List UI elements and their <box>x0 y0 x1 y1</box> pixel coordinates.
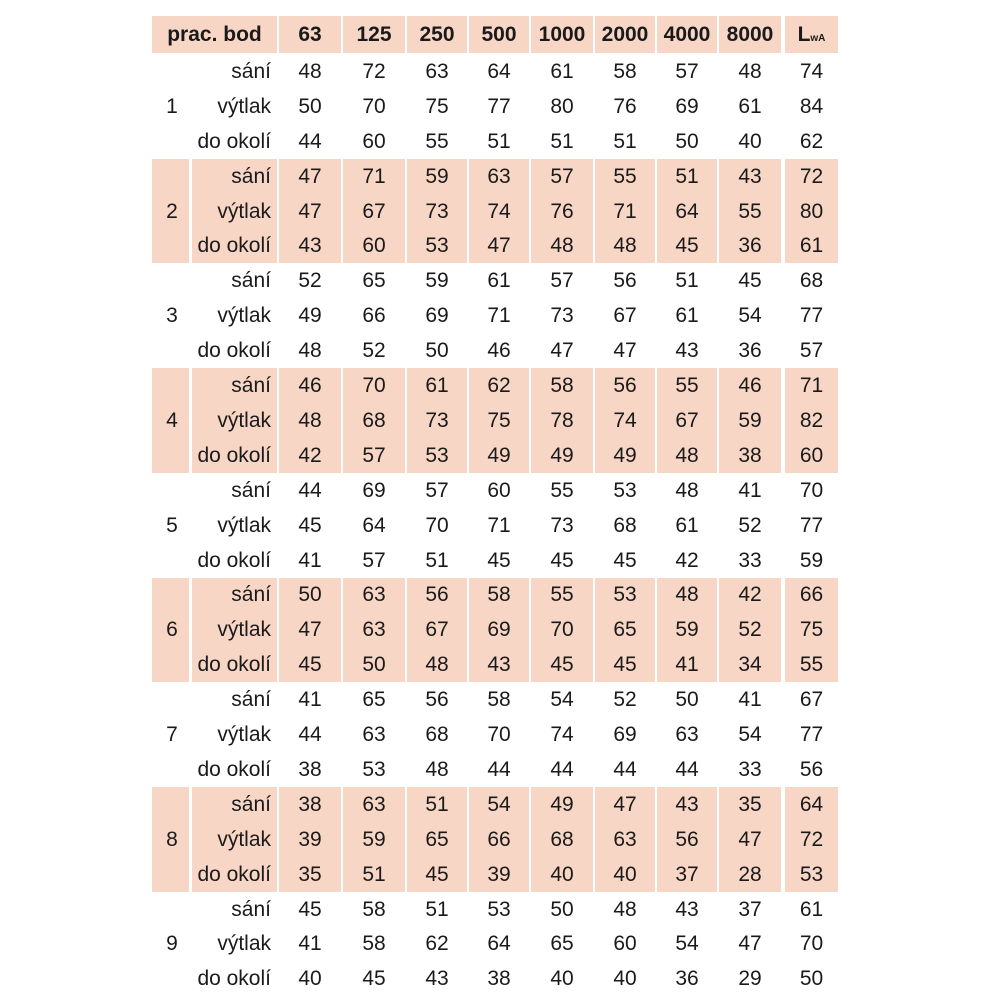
value-cell: 73 <box>425 199 449 223</box>
value-cell: 48 <box>425 653 449 677</box>
value-cell: 55 <box>675 374 699 398</box>
value-cell: 53 <box>362 757 386 781</box>
value-cell: 51 <box>487 129 511 153</box>
value-cell: 67 <box>425 618 449 642</box>
value-cell: 61 <box>425 374 449 398</box>
value-cell: 49 <box>487 443 511 467</box>
row-label: do okolí <box>197 967 271 991</box>
row-label: do okolí <box>197 757 271 781</box>
value-cell: 46 <box>738 374 762 398</box>
value-cell: 41 <box>298 688 322 712</box>
value-cell: 52 <box>738 513 762 537</box>
header-frequency: 1000 <box>538 23 586 46</box>
total-value: 60 <box>799 443 824 467</box>
value-cell: 70 <box>362 374 386 398</box>
value-cell: 51 <box>675 269 699 293</box>
value-cell: 48 <box>298 408 322 432</box>
total-value: 57 <box>799 339 824 363</box>
total-value: 70 <box>799 932 824 956</box>
value-cell: 58 <box>550 374 574 398</box>
value-cell: 47 <box>298 618 322 642</box>
value-cell: 57 <box>425 478 449 502</box>
value-cell: 47 <box>738 932 762 956</box>
value-cell: 80 <box>550 94 574 118</box>
group-id: 7 <box>166 723 178 747</box>
value-cell: 68 <box>613 513 637 537</box>
total-value: 77 <box>799 723 824 747</box>
row-label: do okolí <box>197 339 271 363</box>
value-cell: 59 <box>738 408 762 432</box>
value-cell: 57 <box>675 59 699 83</box>
value-cell: 48 <box>613 234 637 258</box>
row-label: sání <box>231 688 271 712</box>
value-cell: 43 <box>298 234 322 258</box>
value-cell: 53 <box>425 443 449 467</box>
value-cell: 43 <box>675 897 699 921</box>
total-value: 68 <box>799 269 824 293</box>
value-cell: 52 <box>362 339 386 363</box>
value-cell: 65 <box>550 932 574 956</box>
value-cell: 48 <box>298 339 322 363</box>
value-cell: 63 <box>487 164 511 188</box>
value-cell: 53 <box>487 897 511 921</box>
value-cell: 50 <box>425 339 449 363</box>
value-cell: 57 <box>550 164 574 188</box>
total-value: 56 <box>799 757 824 781</box>
value-cell: 49 <box>550 792 574 816</box>
value-cell: 45 <box>298 653 322 677</box>
value-cell: 62 <box>425 932 449 956</box>
value-cell: 63 <box>613 827 637 851</box>
value-cell: 63 <box>675 723 699 747</box>
value-cell: 68 <box>425 723 449 747</box>
value-cell: 47 <box>550 339 574 363</box>
value-cell: 61 <box>550 59 574 83</box>
value-cell: 44 <box>613 757 637 781</box>
value-cell: 63 <box>362 618 386 642</box>
value-cell: 73 <box>550 304 574 328</box>
value-cell: 50 <box>298 94 322 118</box>
total-value: 62 <box>799 129 824 153</box>
value-cell: 47 <box>298 164 322 188</box>
value-cell: 40 <box>613 967 637 991</box>
value-cell: 43 <box>738 164 762 188</box>
value-cell: 60 <box>613 932 637 956</box>
value-cell: 74 <box>550 723 574 747</box>
value-cell: 49 <box>298 304 322 328</box>
value-cell: 43 <box>487 653 511 677</box>
value-cell: 63 <box>362 723 386 747</box>
value-cell: 38 <box>487 967 511 991</box>
header-frequency: 2000 <box>601 23 649 46</box>
row-label: sání <box>231 792 271 816</box>
group-id: 3 <box>166 304 178 328</box>
value-cell: 62 <box>487 374 511 398</box>
header-total <box>785 16 838 53</box>
value-cell: 65 <box>362 688 386 712</box>
value-cell: 49 <box>550 443 574 467</box>
value-cell: 47 <box>613 339 637 363</box>
value-cell: 29 <box>738 967 762 991</box>
value-cell: 45 <box>298 897 322 921</box>
value-cell: 39 <box>298 827 322 851</box>
group-id: 5 <box>166 513 178 537</box>
value-cell: 74 <box>487 199 511 223</box>
value-cell: 67 <box>613 304 637 328</box>
value-cell: 48 <box>425 757 449 781</box>
total-value: 77 <box>799 304 824 328</box>
value-cell: 78 <box>550 408 574 432</box>
value-cell: 71 <box>613 199 637 223</box>
header-total-main: L <box>797 23 811 46</box>
value-cell: 61 <box>487 269 511 293</box>
value-cell: 59 <box>675 618 699 642</box>
header-frequency: 4000 <box>663 23 711 46</box>
value-cell: 33 <box>738 757 762 781</box>
value-cell: 58 <box>362 932 386 956</box>
value-cell: 67 <box>362 199 386 223</box>
value-cell: 61 <box>738 94 762 118</box>
value-cell: 61 <box>675 513 699 537</box>
row-label: do okolí <box>197 653 271 677</box>
value-cell: 45 <box>550 548 574 572</box>
value-cell: 60 <box>362 129 386 153</box>
value-cell: 53 <box>613 583 637 607</box>
value-cell: 40 <box>550 862 574 886</box>
total-value: 59 <box>799 548 824 572</box>
value-cell: 64 <box>675 199 699 223</box>
value-cell: 54 <box>738 304 762 328</box>
total-value: 55 <box>799 653 824 677</box>
value-cell: 48 <box>675 583 699 607</box>
value-cell: 36 <box>675 967 699 991</box>
value-cell: 51 <box>425 897 449 921</box>
value-cell: 39 <box>487 862 511 886</box>
value-cell: 63 <box>362 792 386 816</box>
value-cell: 37 <box>738 897 762 921</box>
value-cell: 70 <box>487 723 511 747</box>
value-cell: 56 <box>613 374 637 398</box>
value-cell: 58 <box>613 59 637 83</box>
value-cell: 75 <box>487 408 511 432</box>
total-value: 66 <box>799 583 824 607</box>
row-label: do okolí <box>197 862 271 886</box>
value-cell: 60 <box>362 234 386 258</box>
value-cell: 69 <box>487 618 511 642</box>
value-cell: 43 <box>425 967 449 991</box>
group-id: 9 <box>166 932 178 956</box>
value-cell: 70 <box>362 94 386 118</box>
row-label: sání <box>231 374 271 398</box>
value-cell: 46 <box>298 374 322 398</box>
value-cell: 33 <box>738 548 762 572</box>
value-cell: 56 <box>425 583 449 607</box>
header-frequency: 63 <box>298 23 322 46</box>
value-cell: 76 <box>613 94 637 118</box>
group-id: 1 <box>166 94 178 118</box>
value-cell: 38 <box>298 792 322 816</box>
value-cell: 55 <box>425 129 449 153</box>
value-cell: 41 <box>675 653 699 677</box>
value-cell: 40 <box>298 967 322 991</box>
value-cell: 54 <box>675 932 699 956</box>
header-frequency: 125 <box>356 23 392 46</box>
total-value: 50 <box>799 967 824 991</box>
row-label: výtlak <box>217 932 271 956</box>
value-cell: 65 <box>362 269 386 293</box>
value-cell: 58 <box>487 688 511 712</box>
value-cell: 47 <box>738 827 762 851</box>
row-label: sání <box>231 897 271 921</box>
value-cell: 49 <box>613 443 637 467</box>
value-cell: 45 <box>487 548 511 572</box>
value-cell: 52 <box>613 688 637 712</box>
total-value: 64 <box>799 792 824 816</box>
value-cell: 70 <box>425 513 449 537</box>
value-cell: 50 <box>550 897 574 921</box>
group-id: 6 <box>166 618 178 642</box>
value-cell: 42 <box>675 548 699 572</box>
row-label: sání <box>231 478 271 502</box>
value-cell: 41 <box>298 932 322 956</box>
row-label: do okolí <box>197 443 271 467</box>
value-cell: 55 <box>613 164 637 188</box>
value-cell: 44 <box>550 757 574 781</box>
value-cell: 44 <box>298 478 322 502</box>
value-cell: 56 <box>675 827 699 851</box>
value-cell: 45 <box>613 548 637 572</box>
value-cell: 50 <box>675 129 699 153</box>
value-cell: 54 <box>738 723 762 747</box>
value-cell: 45 <box>738 269 762 293</box>
header-total-sub: wA <box>810 32 826 44</box>
total-value: 70 <box>799 478 824 502</box>
row-label: do okolí <box>197 129 271 153</box>
value-cell: 45 <box>298 513 322 537</box>
value-cell: 37 <box>675 862 699 886</box>
row-label: sání <box>231 164 271 188</box>
value-cell: 56 <box>425 688 449 712</box>
total-value: 61 <box>799 234 824 258</box>
value-cell: 57 <box>362 443 386 467</box>
value-cell: 51 <box>613 129 637 153</box>
value-cell: 41 <box>738 478 762 502</box>
total-value: 72 <box>799 827 824 851</box>
value-cell: 41 <box>298 548 322 572</box>
value-cell: 54 <box>550 688 574 712</box>
value-cell: 51 <box>425 792 449 816</box>
header-frequency: 500 <box>481 23 517 46</box>
value-cell: 42 <box>298 443 322 467</box>
value-cell: 70 <box>550 618 574 642</box>
value-cell: 43 <box>675 339 699 363</box>
value-cell: 65 <box>425 827 449 851</box>
row-label: výtlak <box>217 723 271 747</box>
total-value: 82 <box>799 408 824 432</box>
total-value: 77 <box>799 513 824 537</box>
value-cell: 42 <box>738 583 762 607</box>
value-cell: 76 <box>550 199 574 223</box>
value-cell: 48 <box>613 897 637 921</box>
row-label: výtlak <box>217 199 271 223</box>
row-label: do okolí <box>197 234 271 258</box>
value-cell: 40 <box>738 129 762 153</box>
value-cell: 44 <box>487 757 511 781</box>
value-cell: 55 <box>550 583 574 607</box>
value-cell: 28 <box>738 862 762 886</box>
total-value: 72 <box>799 164 824 188</box>
header-frequency: 8000 <box>726 23 774 46</box>
value-cell: 59 <box>425 164 449 188</box>
value-cell: 64 <box>487 932 511 956</box>
value-cell: 75 <box>425 94 449 118</box>
value-cell: 72 <box>362 59 386 83</box>
value-cell: 51 <box>675 164 699 188</box>
row-label: výtlak <box>217 408 271 432</box>
value-cell: 40 <box>550 967 574 991</box>
value-cell: 74 <box>613 408 637 432</box>
value-cell: 71 <box>487 513 511 537</box>
value-cell: 63 <box>362 583 386 607</box>
row-label: výtlak <box>217 618 271 642</box>
value-cell: 48 <box>738 59 762 83</box>
group-id: 4 <box>166 408 178 432</box>
value-cell: 69 <box>613 723 637 747</box>
row-label: do okolí <box>197 548 271 572</box>
value-cell: 35 <box>298 862 322 886</box>
header-frequency: 250 <box>419 23 455 46</box>
total-value: 53 <box>799 862 824 886</box>
value-cell: 54 <box>487 792 511 816</box>
value-cell: 48 <box>550 234 574 258</box>
value-cell: 46 <box>487 339 511 363</box>
value-cell: 71 <box>487 304 511 328</box>
value-cell: 51 <box>425 548 449 572</box>
value-cell: 63 <box>425 59 449 83</box>
row-label: výtlak <box>217 94 271 118</box>
value-cell: 66 <box>487 827 511 851</box>
value-cell: 44 <box>298 129 322 153</box>
value-cell: 45 <box>362 967 386 991</box>
row-label: výtlak <box>217 827 271 851</box>
value-cell: 35 <box>738 792 762 816</box>
value-cell: 68 <box>362 408 386 432</box>
value-cell: 45 <box>550 653 574 677</box>
value-cell: 61 <box>675 304 699 328</box>
value-cell: 51 <box>550 129 574 153</box>
value-cell: 77 <box>487 94 511 118</box>
value-cell: 47 <box>613 792 637 816</box>
value-cell: 41 <box>738 688 762 712</box>
value-cell: 59 <box>425 269 449 293</box>
value-cell: 60 <box>487 478 511 502</box>
value-cell: 51 <box>362 862 386 886</box>
total-value: 74 <box>799 59 824 83</box>
value-cell: 69 <box>675 94 699 118</box>
row-label: sání <box>231 269 271 293</box>
total-value: 71 <box>799 374 824 398</box>
value-cell: 45 <box>613 653 637 677</box>
value-cell: 43 <box>675 792 699 816</box>
value-cell: 48 <box>675 443 699 467</box>
value-cell: 59 <box>362 827 386 851</box>
value-cell: 64 <box>362 513 386 537</box>
total-value: 80 <box>799 199 824 223</box>
value-cell: 38 <box>738 443 762 467</box>
value-cell: 67 <box>675 408 699 432</box>
total-value: 61 <box>799 897 824 921</box>
total-value: 84 <box>799 94 824 118</box>
value-cell: 58 <box>362 897 386 921</box>
value-cell: 66 <box>362 304 386 328</box>
value-cell: 64 <box>487 59 511 83</box>
row-label: sání <box>231 583 271 607</box>
value-cell: 68 <box>550 827 574 851</box>
value-cell: 44 <box>298 723 322 747</box>
value-cell: 65 <box>613 618 637 642</box>
value-cell: 53 <box>613 478 637 502</box>
value-cell: 52 <box>738 618 762 642</box>
value-cell: 44 <box>675 757 699 781</box>
value-cell: 57 <box>550 269 574 293</box>
value-cell: 58 <box>487 583 511 607</box>
total-value: 67 <box>799 688 824 712</box>
row-label: výtlak <box>217 513 271 537</box>
value-cell: 69 <box>362 478 386 502</box>
value-cell: 50 <box>362 653 386 677</box>
value-cell: 73 <box>550 513 574 537</box>
value-cell: 45 <box>425 862 449 886</box>
value-cell: 69 <box>425 304 449 328</box>
value-cell: 47 <box>298 199 322 223</box>
value-cell: 34 <box>738 653 762 677</box>
value-cell: 52 <box>298 269 322 293</box>
value-cell: 57 <box>362 548 386 572</box>
value-cell: 71 <box>362 164 386 188</box>
value-cell: 73 <box>425 408 449 432</box>
value-cell: 56 <box>613 269 637 293</box>
total-value: 75 <box>799 618 824 642</box>
value-cell: 38 <box>298 757 322 781</box>
value-cell: 45 <box>675 234 699 258</box>
value-cell: 48 <box>298 59 322 83</box>
row-label: výtlak <box>217 304 271 328</box>
row-label: sání <box>231 59 271 83</box>
value-cell: 47 <box>487 234 511 258</box>
value-cell: 36 <box>738 339 762 363</box>
group-id: 2 <box>166 199 178 223</box>
value-cell: 53 <box>425 234 449 258</box>
value-cell: 40 <box>613 862 637 886</box>
value-cell: 48 <box>675 478 699 502</box>
value-cell: 50 <box>298 583 322 607</box>
header-label: prac. bod <box>167 23 262 46</box>
value-cell: 36 <box>738 234 762 258</box>
value-cell: 55 <box>738 199 762 223</box>
group-id: 8 <box>166 827 178 851</box>
value-cell: 55 <box>550 478 574 502</box>
value-cell: 50 <box>675 688 699 712</box>
